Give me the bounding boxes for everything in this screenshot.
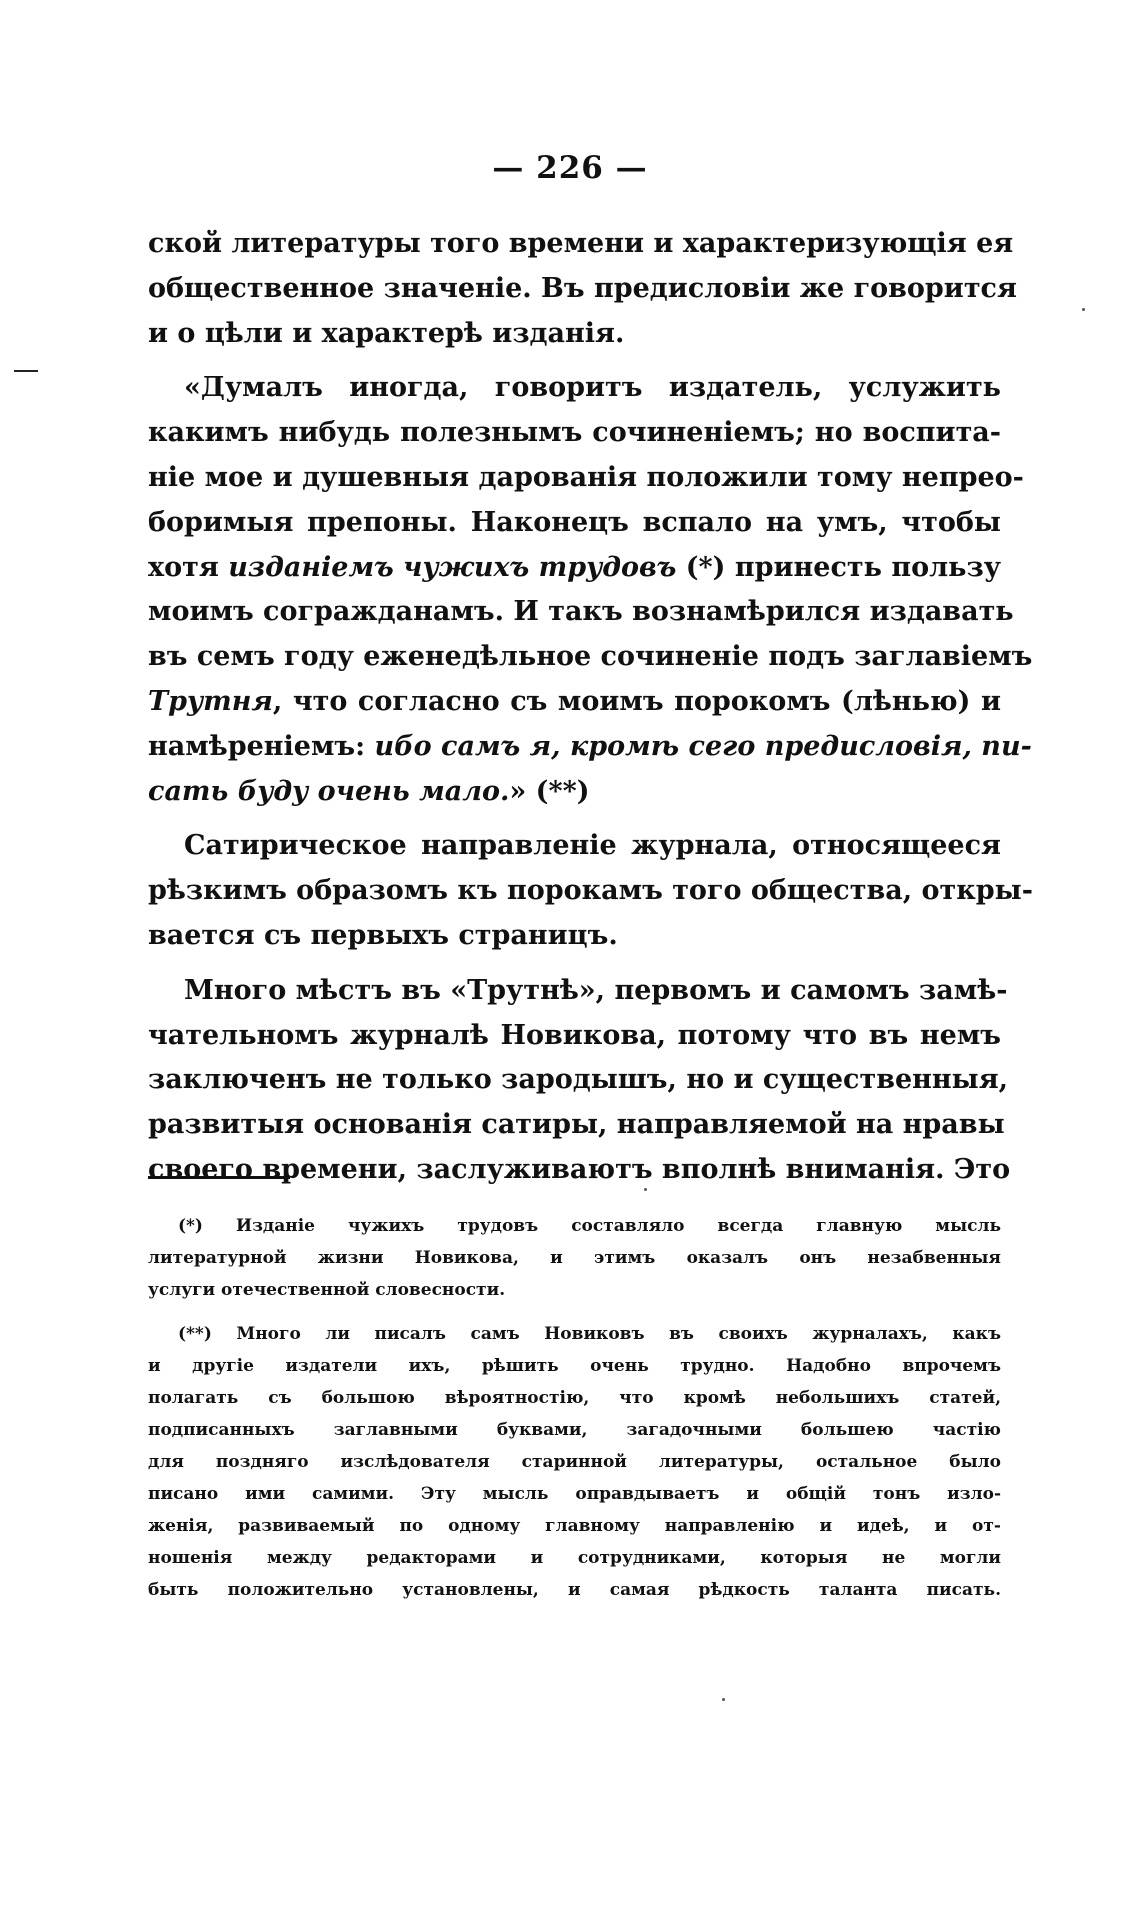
text-line: своего времени, заслуживаютъ вполнѣ вниманія. Это [148, 1153, 1011, 1185]
text-line: рѣзкимъ образомъ къ порокамъ того общества, откры- [148, 875, 1033, 907]
text-span: намѣреніемъ: [148, 730, 375, 762]
footnotes [148, 1210, 1001, 1606]
footnote-rule [148, 1176, 290, 1179]
italic-text: ибо самъ я, кромѣ сего предисловія, пи- [374, 730, 1032, 762]
text-span: (*) принесть пользу [676, 551, 1002, 583]
footnote [148, 1318, 1001, 1606]
text-line: развитыя основанія сатиры, направляемой на нравы [148, 1109, 1005, 1141]
text-line: Сатирическое направленіе журнала, относящееся [184, 830, 1001, 862]
text-line: «Думалъ иногда, говоритъ издатель, услужить [184, 372, 1001, 404]
text-line: литературной жизни Новикова, и этимъ оказалъ онъ незабвенныя [148, 1248, 1001, 1268]
text-line [148, 680, 1001, 725]
print-speck [1082, 308, 1085, 311]
paragraph [148, 824, 1033, 958]
footnote [148, 1210, 1001, 1306]
text-line [148, 725, 1032, 770]
text-line: Много мѣстъ въ «Трутнѣ», первомъ и самомъ замѣ- [184, 974, 1008, 1006]
text-line [148, 546, 1001, 591]
text-line: общественное значеніе. Въ предисловіи же говорится [148, 272, 1017, 304]
text-line: и другіе издатели ихъ, рѣшить очень трудно. Надобно впрочемъ [148, 1356, 1001, 1376]
page-number: — 226 — [492, 150, 648, 186]
text-line: писано ими самими. Эту мысль оправдываетъ и общій тонъ изло- [148, 1484, 1001, 1504]
text-line: женія, развиваемый по одному главному направленію и идеѣ, и от- [148, 1516, 1001, 1536]
text-line: ской литературы того времени и характеризующія ея [148, 228, 1014, 259]
text-line: и о цѣли и характерѣ изданія. [148, 317, 625, 349]
text-span: , что согласно съ моимъ порокомъ (лѣнью) и [272, 685, 1001, 717]
text-line: услуги отечественной словесности. [148, 1280, 506, 1300]
text-line: ношенія между редакторами и сотрудниками, которыя не могли [148, 1548, 1001, 1568]
text-line [148, 770, 1001, 815]
text-line: вается съ первыхъ страницъ. [148, 919, 618, 951]
text-line: моимъ согражданамъ. И такъ вознамѣрился издавать [148, 596, 1014, 628]
italic-text: Трутня [148, 685, 273, 717]
text-line: ніе мое и душевныя дарованія положили тому непрео- [148, 461, 1024, 493]
paragraph [148, 366, 1033, 814]
text-line: заключенъ не только зародышъ, но и существенныя, [148, 1064, 1009, 1096]
text-span: хотя [148, 551, 229, 583]
text-line: для поздняго изслѣдователя старинной литературы, остальное было [148, 1452, 1001, 1472]
print-speck [644, 1188, 647, 1191]
italic-text: изданіемъ чужихъ трудовъ [228, 551, 677, 583]
main-text [148, 222, 1033, 1193]
text-line: подписанныхъ заглавными буквами, загадочными большею частію [148, 1420, 1001, 1440]
text-line: (**) Много ли писалъ самъ Новиковъ въ своихъ журналахъ, какъ [178, 1324, 1001, 1344]
text-line: какимъ нибудь полезнымъ сочиненіемъ; но воспита- [148, 417, 1001, 449]
paragraph [148, 222, 1017, 356]
text-span: » (**) [509, 775, 590, 807]
paragraph [148, 969, 1011, 1193]
text-line: боримыя препоны. Наконецъ вспало на умъ, чтобы [148, 506, 1001, 538]
text-line: въ семъ году еженедѣльное сочиненіе подъ заглавіемъ [148, 641, 1033, 673]
margin-mark [14, 370, 38, 372]
text-line: чательномъ журналѣ Новикова, потому что въ немъ [148, 1019, 1001, 1051]
text-line: полагать съ большою вѣроятностію, что кромѣ небольшихъ статей, [148, 1388, 1001, 1408]
print-speck [722, 1698, 725, 1701]
italic-text: сать буду очень мало. [148, 775, 510, 807]
text-line: быть положительно установлены, и самая рѣдкость таланта писать. [148, 1580, 1001, 1600]
text-line: (*) Изданіе чужихъ трудовъ составляло всегда главную мысль [178, 1216, 1001, 1236]
